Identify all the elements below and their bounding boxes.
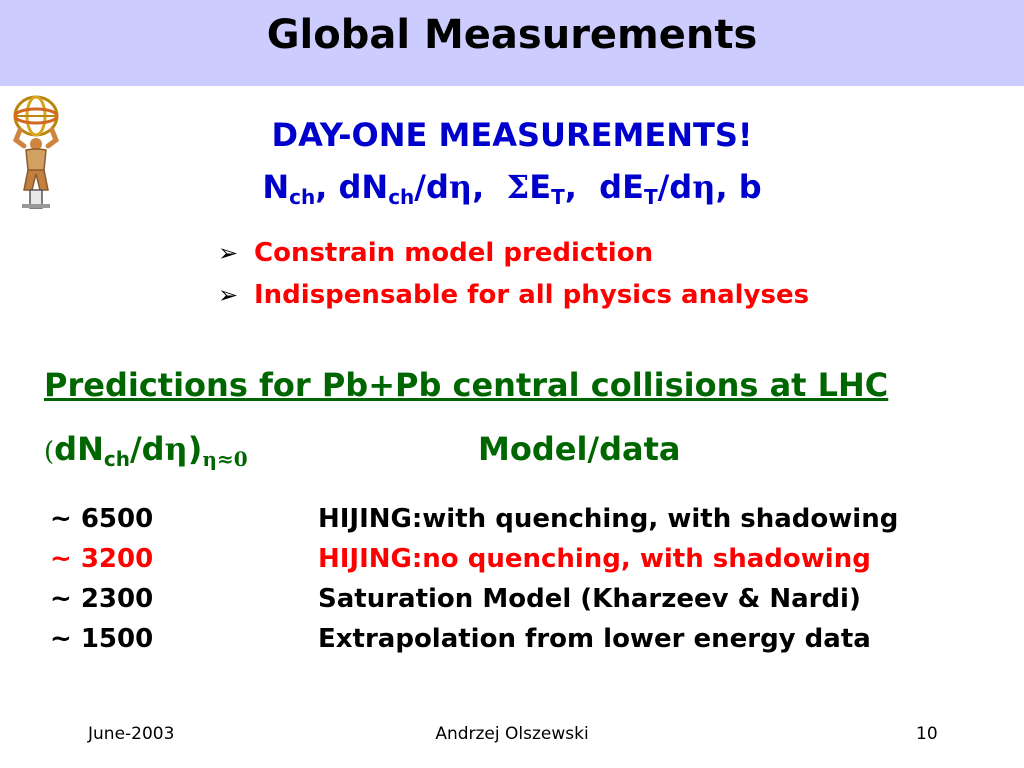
formula-text: dN (54, 430, 104, 468)
formula-eta: η (448, 168, 473, 206)
bullet-text: Constrain model prediction (254, 238, 654, 268)
formula-sub: T (643, 185, 658, 209)
formula-text: /d (414, 168, 449, 206)
arrow-bullet-icon: ➢ (218, 281, 239, 309)
prediction-value: ~ 3200 (50, 544, 154, 574)
footer-page-number: 10 (916, 724, 938, 744)
formula-sub: ch (103, 447, 130, 471)
bullet-text: Indispensable for all physics analyses (254, 280, 810, 310)
formula-n: N (262, 168, 290, 206)
formula-text: E (529, 168, 552, 206)
formula-sub: T (551, 185, 565, 209)
prediction-model: Extrapolation from lower energy data (318, 624, 871, 654)
prediction-value: ~ 1500 (50, 624, 154, 654)
prediction-model: Saturation Model (Kharzeev & Nardi) (318, 584, 861, 614)
formula-text: /d (129, 430, 165, 468)
measurement-formula (0, 168, 1024, 209)
formula-text: , dE (564, 168, 644, 206)
formula-sub: ch (289, 185, 316, 209)
footer-date: June-2003 (88, 724, 175, 744)
prediction-value: ~ 6500 (50, 504, 154, 534)
prediction-model: HIJING:no quenching, with shadowing (318, 544, 871, 574)
formula-eta: η (164, 430, 188, 468)
column-header-dnch (44, 430, 248, 471)
formula-text: , (472, 168, 507, 206)
bullet-item (218, 280, 809, 322)
formula-eta: η (692, 168, 716, 206)
prediction-value: ~ 2300 (50, 584, 154, 614)
prediction-model: HIJING:with quenching, with shadowing (318, 504, 899, 534)
paren-close: ) (187, 430, 203, 468)
formula-text: , dN (315, 168, 389, 206)
formula-sub: ch (388, 185, 415, 209)
prediction-row (50, 584, 861, 614)
prediction-row (50, 504, 898, 534)
paren-open: ( (44, 437, 55, 467)
arrow-bullet-icon: ➢ (218, 239, 239, 267)
formula-text: /d (657, 168, 693, 206)
footer-author: Andrzej Olszewski (435, 724, 589, 744)
prediction-row (50, 544, 871, 574)
day-one-heading: DAY-ONE MEASUREMENTS! (271, 116, 753, 154)
bullet-list (218, 238, 809, 322)
formula-sigma: Σ (506, 168, 530, 206)
prediction-row (50, 624, 871, 654)
column-header-model: Model/data (478, 430, 681, 468)
formula-text: , b (715, 168, 762, 206)
predictions-heading: Predictions for Pb+Pb central collisions at LHC (44, 366, 889, 404)
slide-title: Global Measurements (266, 12, 758, 58)
bullet-item (218, 238, 809, 280)
formula-sub: η≈0 (202, 447, 248, 471)
